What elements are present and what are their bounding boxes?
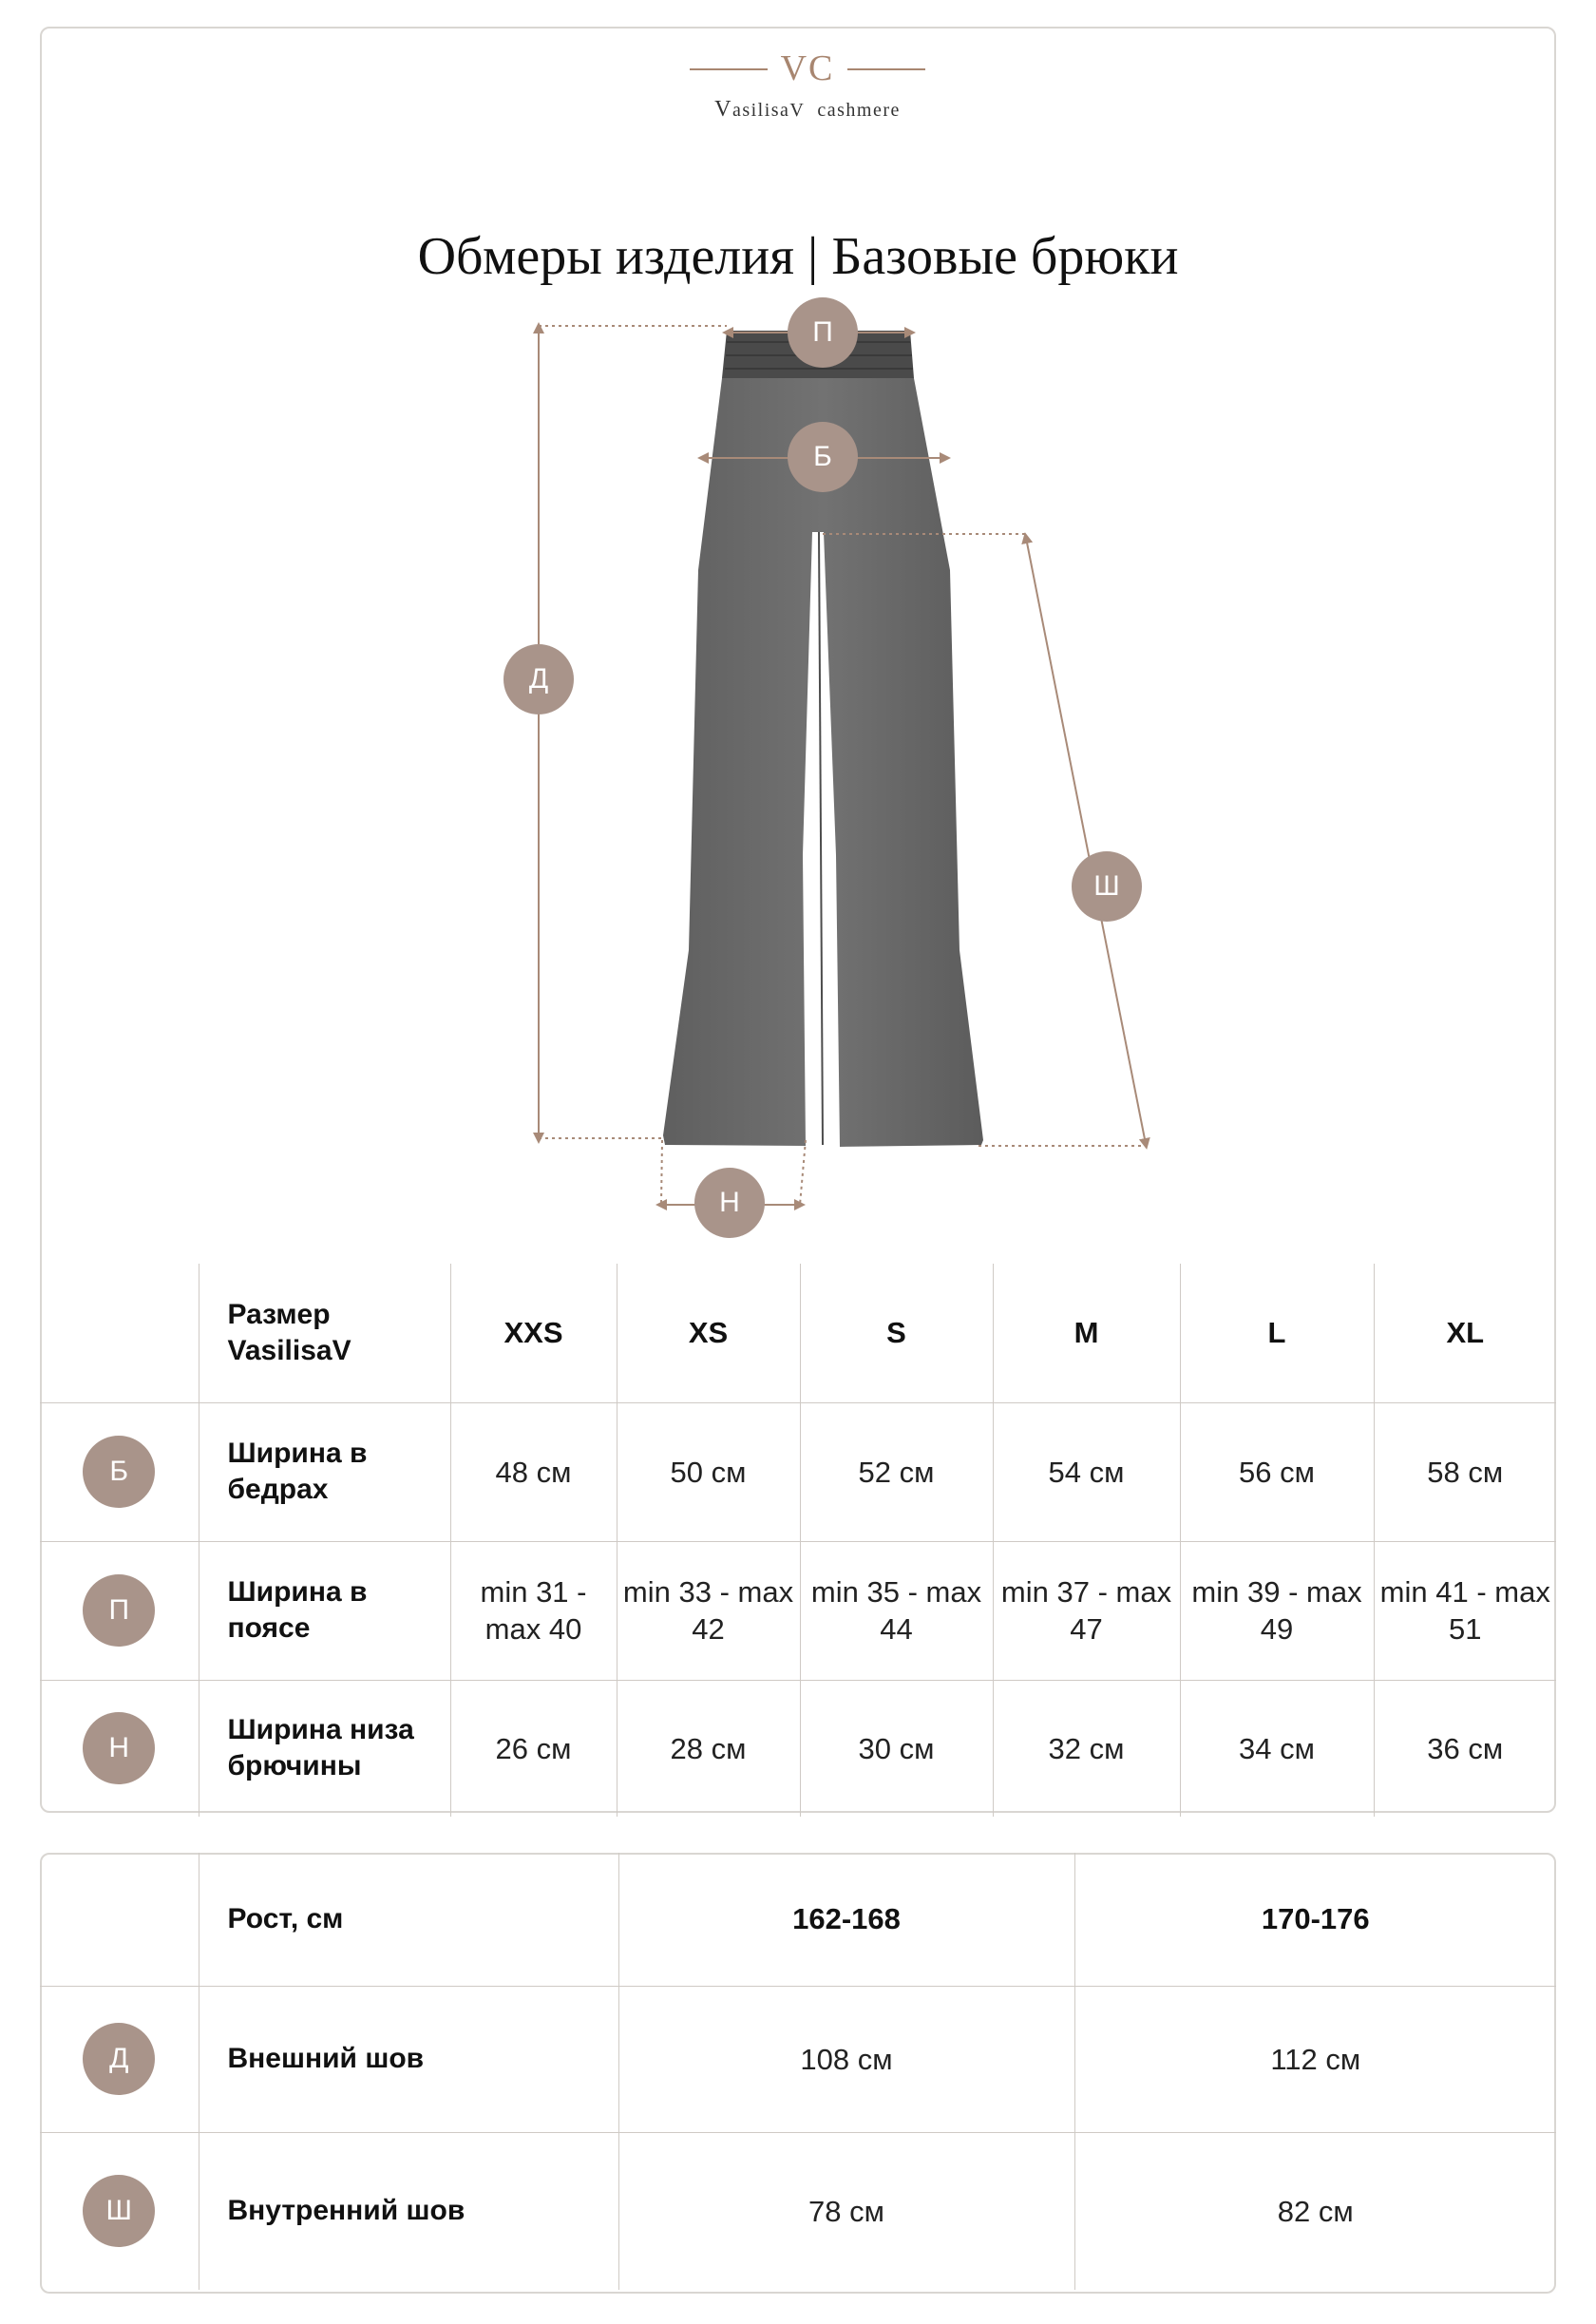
size-m: M	[993, 1264, 1180, 1402]
size-l: L	[1180, 1264, 1374, 1402]
cell-value: 28 см	[617, 1680, 800, 1817]
row-badge-cell	[40, 1986, 199, 2132]
size-xl: XL	[1374, 1264, 1556, 1402]
cell-value: 58 см	[1374, 1402, 1556, 1541]
row-label: Внутренний шов	[199, 2132, 618, 2290]
cell-value: 30 см	[800, 1680, 993, 1817]
size-xxs: XXS	[450, 1264, 617, 1402]
empty-corner	[40, 1853, 199, 1986]
cell-value: 48 см	[450, 1402, 617, 1541]
size-xs: XS	[617, 1264, 800, 1402]
table-row	[40, 2132, 1556, 2290]
row-label: Ширина в поясе	[199, 1541, 450, 1680]
page-title: Обмеры изделия | Базовые брюки	[417, 226, 1179, 286]
row-badge-cell	[40, 1541, 199, 1680]
cell-value: 108 см	[618, 1986, 1074, 2132]
cell-value: 26 см	[450, 1680, 617, 1817]
cell-value: 112 см	[1074, 1986, 1556, 2132]
row-label: Ширина в бедрах	[199, 1402, 450, 1541]
cell-value: 52 см	[800, 1402, 993, 1541]
empty-corner	[40, 1264, 199, 1402]
hips-marker: Б	[788, 422, 858, 492]
size-table	[40, 1264, 1556, 1817]
inner-seam-marker: Ш	[1072, 851, 1142, 922]
cell-value: min 39 - max 49	[1180, 1541, 1374, 1680]
hem-badge: Н	[83, 1712, 155, 1784]
cell-value: 78 см	[618, 2132, 1074, 2290]
height-range: 162-168	[618, 1853, 1074, 1986]
table-row	[40, 1402, 1556, 1541]
waist-marker: П	[788, 297, 858, 368]
outer-seam-badge: Д	[83, 2023, 155, 2095]
cell-value: 36 см	[1374, 1680, 1556, 1817]
row-badge-cell	[40, 1402, 199, 1541]
inner-seam-badge: Ш	[83, 2175, 155, 2247]
waist-badge: П	[83, 1574, 155, 1647]
cell-value: min 31 - max 40	[450, 1541, 617, 1680]
size-header-label: Размер VasilisaV	[199, 1264, 450, 1402]
row-label: Ширина низа брючины	[199, 1680, 450, 1817]
cell-value: 82 см	[1074, 2132, 1556, 2290]
row-badge-cell	[40, 2132, 199, 2290]
table-row	[40, 1680, 1556, 1817]
height-header-label: Рост, см	[199, 1853, 618, 1986]
table-row	[40, 1986, 1556, 2132]
cell-value: 50 см	[617, 1402, 800, 1541]
logo-monogram: VC	[780, 48, 835, 88]
cell-value: 32 см	[993, 1680, 1180, 1817]
cell-value: min 35 - max 44	[800, 1541, 993, 1680]
logo-wordmark: VasilisaV cashmere	[714, 97, 901, 122]
table-row	[40, 1541, 1556, 1680]
row-badge-cell	[40, 1680, 199, 1817]
cell-value: min 37 - max 47	[993, 1541, 1180, 1680]
height-range: 170-176	[1074, 1853, 1556, 1986]
height-table	[40, 1853, 1556, 2290]
height-header-row	[40, 1853, 1556, 1986]
cell-value: 54 см	[993, 1402, 1180, 1541]
cell-value: 56 см	[1180, 1402, 1374, 1541]
cell-value: min 33 - max 42	[617, 1541, 800, 1680]
size-s: S	[800, 1264, 993, 1402]
hem-marker: Н	[694, 1168, 765, 1238]
outer-seam-marker: Д	[504, 644, 574, 714]
cell-value: 34 см	[1180, 1680, 1374, 1817]
row-label: Внешний шов	[199, 1986, 618, 2132]
pants-body	[663, 378, 983, 1147]
hips-badge: Б	[83, 1436, 155, 1508]
size-header-row	[40, 1264, 1556, 1402]
cell-value: min 41 - max 51	[1374, 1541, 1556, 1680]
